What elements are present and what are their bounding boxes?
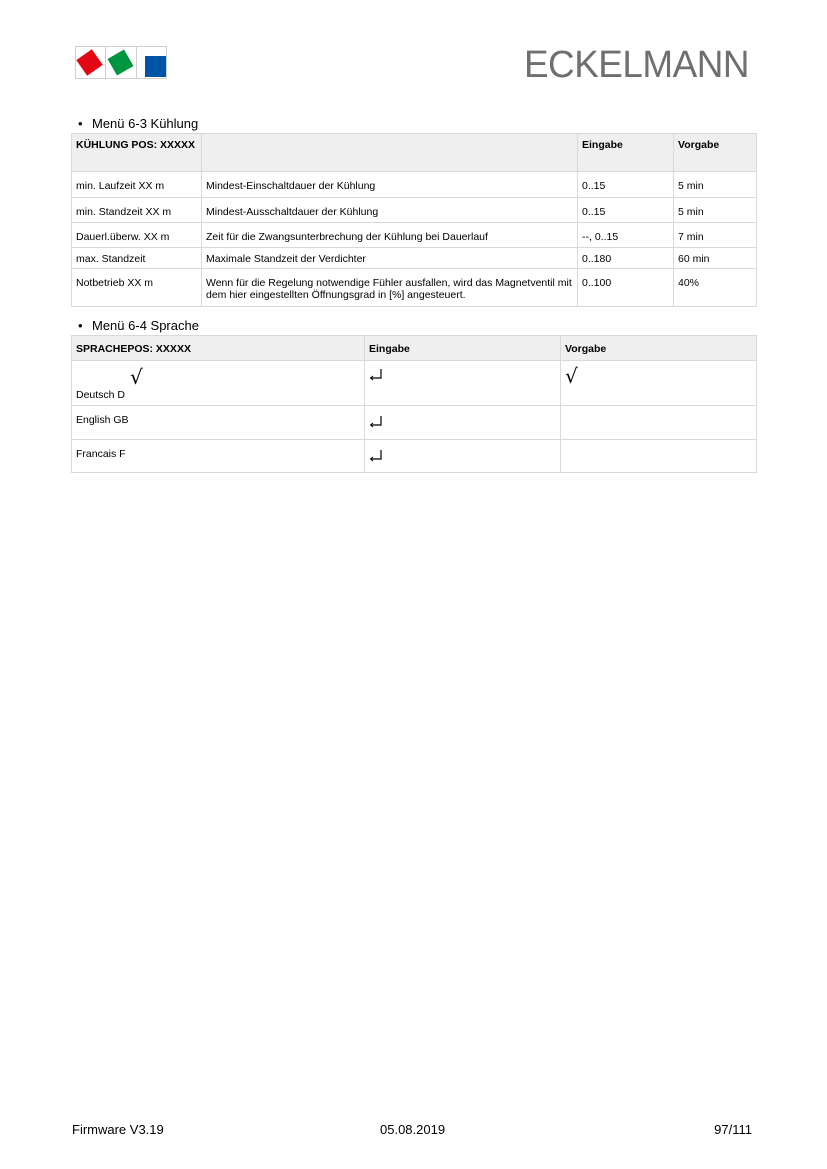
table-cell: 60 min bbox=[674, 248, 757, 269]
section-heading-sprache bbox=[78, 318, 199, 333]
table-cell: Mindest-Ausschaltdauer der Kühlung bbox=[202, 198, 578, 223]
table-cell bbox=[561, 406, 757, 440]
enter-key-icon[interactable] bbox=[369, 450, 383, 462]
table-row bbox=[72, 361, 757, 406]
header-cell: Eingabe bbox=[365, 336, 561, 361]
footer-firmware: Firmware V3.19 bbox=[72, 1122, 164, 1137]
table-cell: 7 min bbox=[674, 223, 757, 248]
header-cell: KÜHLUNG POS: XXXXX bbox=[72, 134, 202, 172]
table-row bbox=[72, 406, 757, 440]
table-cell bbox=[72, 361, 365, 406]
default-check-icon: √ bbox=[565, 364, 578, 388]
header-cell: Vorgabe bbox=[561, 336, 757, 361]
table-cell: max. Standzeit bbox=[72, 248, 202, 269]
table-cell: 40% bbox=[674, 269, 757, 307]
sprache-table bbox=[71, 335, 757, 473]
bullet: • bbox=[78, 318, 83, 333]
table-cell: Dauerl.überw. XX m bbox=[72, 223, 202, 248]
table-row bbox=[72, 172, 757, 198]
header-cell bbox=[202, 134, 578, 172]
section-heading-kuehlung bbox=[78, 116, 198, 131]
table-cell: Mindest-Einschaltdauer der Kühlung bbox=[202, 172, 578, 198]
header-cell: Vorgabe bbox=[674, 134, 757, 172]
table-cell bbox=[561, 440, 757, 473]
enter-key-icon[interactable] bbox=[369, 369, 383, 381]
table-cell: Maximale Standzeit der Verdichter bbox=[202, 248, 578, 269]
brand-wordmark: ECKELMANN bbox=[523, 44, 749, 86]
table-cell: --, 0..15 bbox=[578, 223, 674, 248]
table-row bbox=[72, 269, 757, 307]
table-cell: Zeit für die Zwangsunterbrechung der Kühlung bei Dauerlauf bbox=[202, 223, 578, 248]
table-cell: Notbetrieb XX m bbox=[72, 269, 202, 307]
table-cell: 0..15 bbox=[578, 172, 674, 198]
kuehlung-table bbox=[71, 133, 757, 307]
enter-key-icon[interactable] bbox=[369, 416, 383, 428]
table-cell: min. Standzeit XX m bbox=[72, 198, 202, 223]
footer-date: 05.08.2019 bbox=[380, 1122, 446, 1137]
table-row bbox=[72, 248, 757, 269]
section-title: Menü 6-4 Sprache bbox=[92, 318, 199, 333]
bullet: • bbox=[78, 116, 83, 131]
table-cell: 0..180 bbox=[578, 248, 674, 269]
table-cell: min. Laufzeit XX m bbox=[72, 172, 202, 198]
table-cell bbox=[561, 361, 757, 406]
table-header-row bbox=[72, 336, 757, 361]
header-cell: SPRACHEPOS: XXXXX bbox=[72, 336, 365, 361]
table-cell: Francais F bbox=[72, 440, 365, 473]
footer-page-number: 97/111 bbox=[714, 1122, 752, 1137]
table-cell[interactable] bbox=[365, 406, 561, 440]
table-row bbox=[72, 198, 757, 223]
table-cell[interactable] bbox=[365, 361, 561, 406]
table-cell: 0..100 bbox=[578, 269, 674, 307]
table-cell: 5 min bbox=[674, 198, 757, 223]
table-cell: 5 min bbox=[674, 172, 757, 198]
table-cell[interactable] bbox=[365, 440, 561, 473]
table-cell: Wenn für die Regelung notwendige Fühler ausfallen, wird das Magnetventil mit dem hier eingestellten Öffnungsgrad in [%] angesteuert. bbox=[202, 269, 578, 307]
header-cell: Eingabe bbox=[578, 134, 674, 172]
selected-check-icon: √ bbox=[129, 365, 143, 389]
table-cell: 0..15 bbox=[578, 198, 674, 223]
table-cell: English GB bbox=[72, 406, 365, 440]
language-label: Deutsch D bbox=[76, 389, 126, 401]
eckelmann-logo bbox=[75, 46, 167, 79]
table-row bbox=[72, 223, 757, 248]
table-row bbox=[72, 440, 757, 473]
section-title: Menü 6-3 Kühlung bbox=[92, 116, 199, 131]
table-header-row bbox=[72, 134, 757, 172]
